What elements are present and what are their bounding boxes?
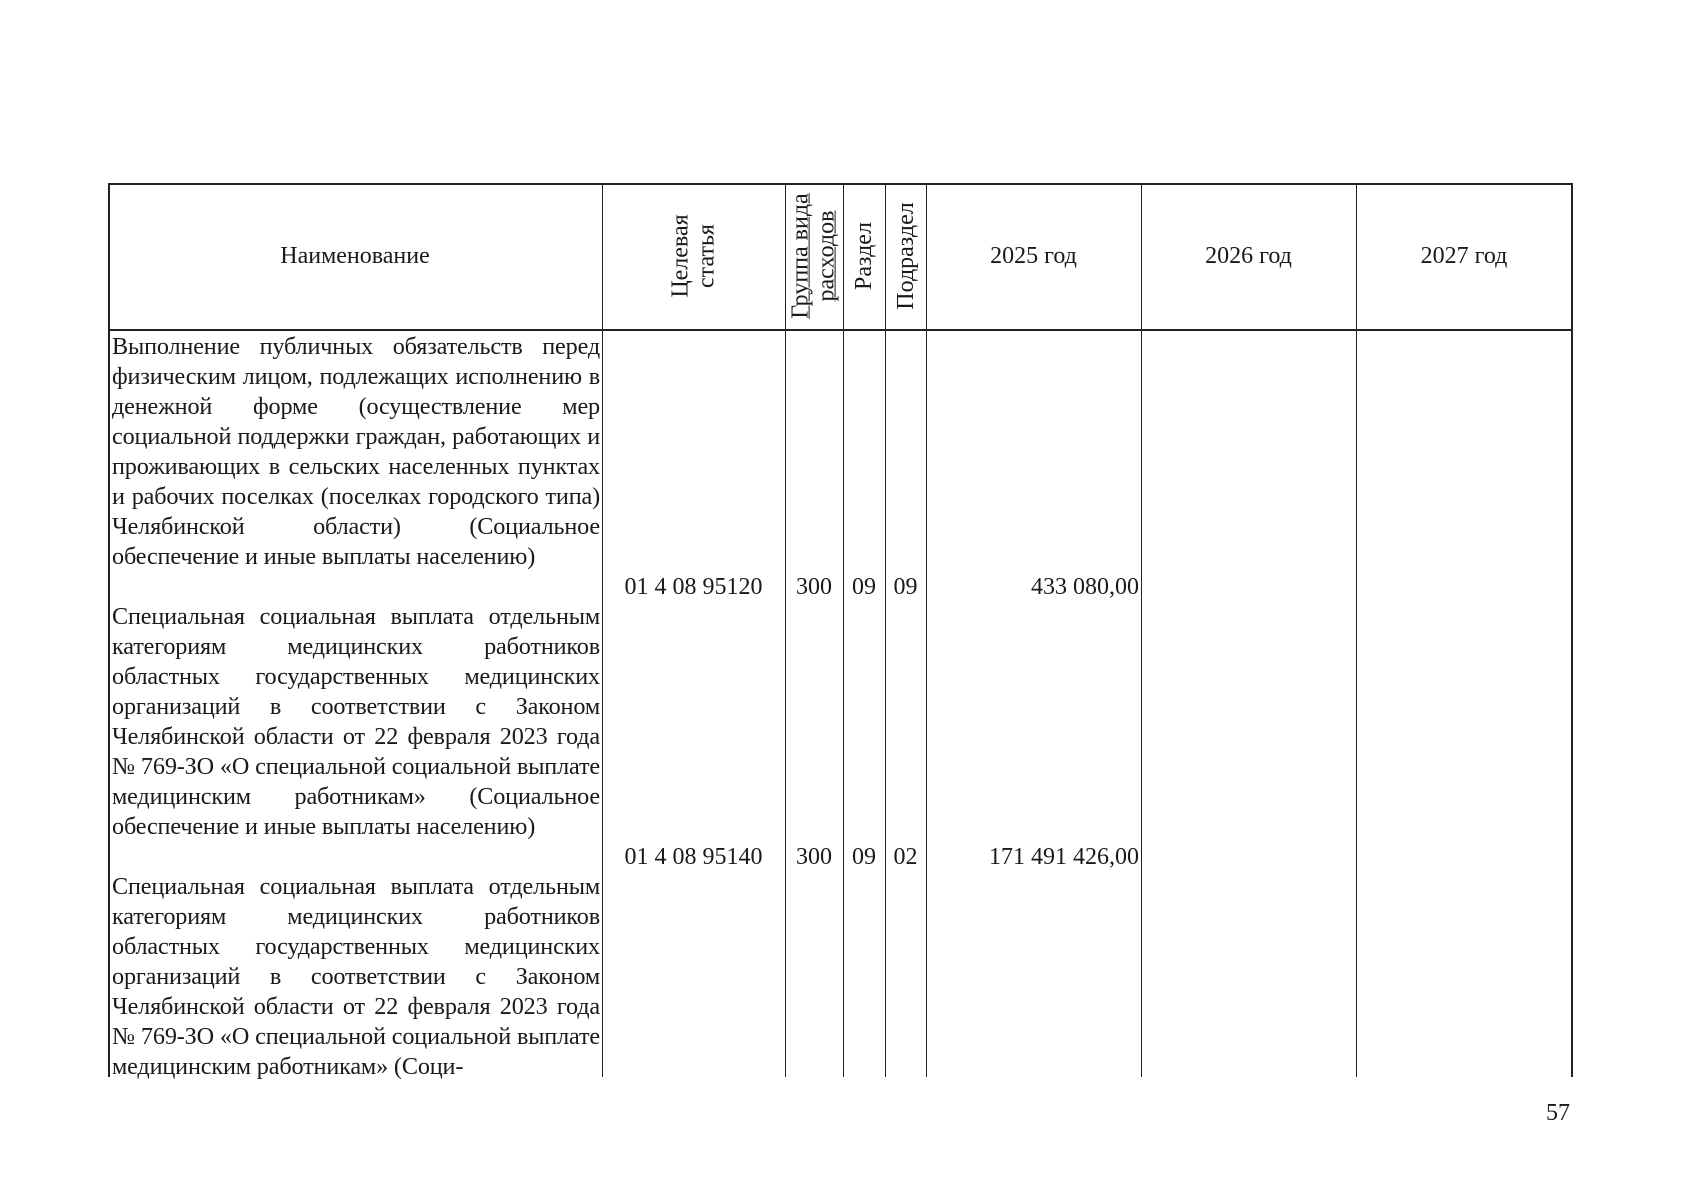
budget-table: [108, 183, 1572, 1080]
header-section: Раздел: [850, 222, 877, 290]
row-section: 09: [852, 574, 876, 600]
header-year-2026: 2026 год: [1205, 242, 1292, 269]
row-name-text: Специальная социальная выплата отдельным категориям медицинских работников областных государственных медицинских организаций в соответствии с Законом Челябинской области от 22 февраля 2023 года № 769-ЗО «О специальной социальной выплате медицинским работникам» (Социальное обеспечение и иные выплаты населению): [112, 603, 600, 840]
page-number: 57: [1546, 1100, 1570, 1126]
header-subsection: Подраздел: [892, 202, 919, 310]
table-row-name: [112, 602, 600, 842]
header-year-2027: 2027 год: [1420, 242, 1508, 269]
row-target-article: 01 4 08 95140: [624, 844, 763, 870]
column-divider: [602, 183, 603, 1077]
header-expense-group-text: Группа вида расходов: [787, 193, 840, 319]
header-target-article-text: Целевая статья: [667, 214, 720, 298]
row-subsection: 09: [893, 574, 918, 600]
row-expense-group: 300: [796, 574, 832, 600]
header-bottom-border: [108, 329, 1572, 331]
column-divider: [843, 183, 844, 1077]
header-expense-group: [788, 188, 841, 324]
header-year-2025: 2025 год: [990, 242, 1077, 269]
table-row-name: [112, 872, 600, 1082]
header-target-article: [668, 211, 721, 301]
table-row-name: [112, 332, 600, 572]
row-subsection: 02: [893, 844, 918, 870]
column-divider: [785, 183, 786, 1077]
row-section: 09: [852, 844, 876, 870]
row-amount-2025: 433 080,00: [1031, 574, 1139, 600]
row-expense-group: 300: [796, 844, 832, 870]
row-amount-2025: 171 491 426,00: [989, 844, 1139, 870]
column-divider: [885, 183, 886, 1077]
row-target-article: 01 4 08 95120: [624, 574, 763, 600]
row-name-text: Выполнение публичных обязательств перед физическим лицом, подлежащих исполнению в денежной форме (осуществление мер социальной поддержки граждан, работающих и проживающих в сельских населенных пунктах и рабочих поселках (поселках городского типа) Челябинской области) (Социальное обеспечение и иные выплаты населению): [112, 333, 600, 570]
row-name-text: Специальная социальная выплата отдельным категориям медицинских работников областных государственных медицинских организаций в соответствии с Законом Челябинской области от 22 февраля 2023 года № 769-ЗО «О специальной социальной выплате медицинским работникам» (Соци-: [112, 873, 600, 1080]
header-name: Наименование: [280, 242, 430, 269]
